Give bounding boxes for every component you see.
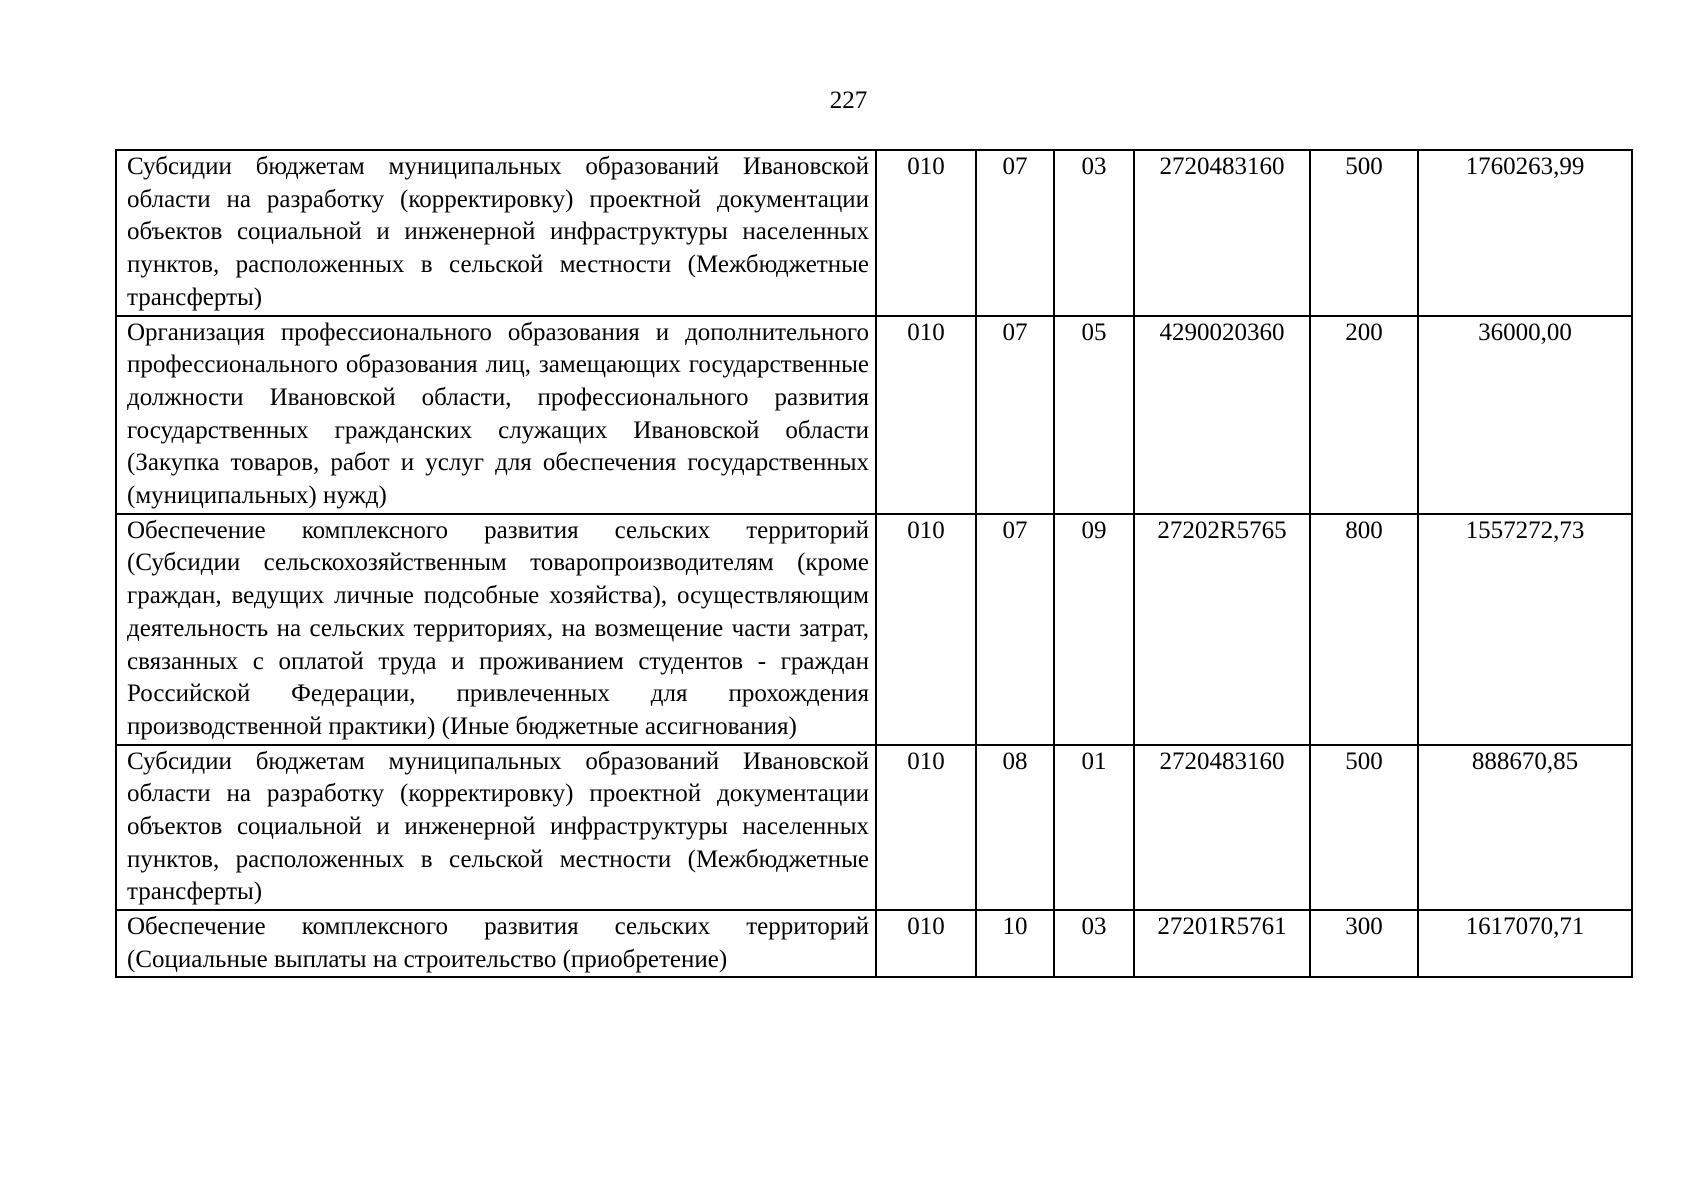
- subsection-code: 09: [1054, 514, 1134, 745]
- subsection-code: 01: [1054, 745, 1134, 911]
- row-description-cell: [116, 150, 876, 316]
- ministry-code: 010: [876, 150, 976, 316]
- table-row: [116, 514, 1632, 745]
- amount-value: 1617070,71: [1418, 910, 1632, 977]
- row-description: Обеспечение комплексного развития сельских территорий (Субсидии сельскохозяйственным товаропроизводителям (кроме граждан, ведущих личные подсобные хозяйства), осуществляющим деятельность на сельских территориях, на возмещение части затрат, связанных с оплатой труда и проживанием студентов - граждан Российской Федерации, привлеченных для прохождения производственной практики) (Иные бюджетные ассигнования): [127, 516, 869, 740]
- expense-type-code: 500: [1310, 745, 1418, 911]
- row-description-cell: [116, 745, 876, 911]
- amount-value: 888670,85: [1418, 745, 1632, 911]
- section-code: 07: [976, 514, 1054, 745]
- target-article-code: 2720483160: [1134, 745, 1310, 911]
- target-article-code: 4290020360: [1134, 316, 1310, 514]
- row-description-cell: [116, 514, 876, 745]
- target-article-code: 27202R5765: [1134, 514, 1310, 745]
- section-code: 07: [976, 316, 1054, 514]
- amount-value: 1557272,73: [1418, 514, 1632, 745]
- row-description-cell: [116, 910, 876, 977]
- subsection-code: 03: [1054, 910, 1134, 977]
- ministry-code: 010: [876, 745, 976, 911]
- row-description: Обеспечение комплексного развития сельских территорий (Социальные выплаты на строительство (приобретение): [127, 913, 869, 973]
- table-row: [116, 150, 1632, 316]
- ministry-code: 010: [876, 316, 976, 514]
- amount-value: 36000,00: [1418, 316, 1632, 514]
- table-row: [116, 745, 1632, 911]
- section-code: 07: [976, 150, 1054, 316]
- expense-type-code: 300: [1310, 910, 1418, 977]
- row-description: Субсидии бюджетам муниципальных образований Ивановской области на разработку (корректировку) проектной документации объектов социальной и инженерной инфраструктуры населенных пунктов, расположенных в сельской местности (Межбюджетные трансферты): [127, 747, 869, 906]
- page-number: 227: [829, 87, 868, 114]
- ministry-code: 010: [876, 910, 976, 977]
- expense-type-code: 500: [1310, 150, 1418, 316]
- subsection-code: 03: [1054, 150, 1134, 316]
- budget-table: [115, 149, 1633, 978]
- row-description: Субсидии бюджетам муниципальных образований Ивановской области на разработку (корректировку) проектной документации объектов социальной и инженерной инфраструктуры населенных пунктов, расположенных в сельской местности (Межбюджетные трансферты): [127, 153, 869, 311]
- table-row: [116, 316, 1632, 514]
- target-article-code: 2720483160: [1134, 150, 1310, 316]
- row-description: Организация профессионального образования и дополнительного профессионального образования лиц, замещающих государственные должности Ивановской области, профессионального развития государственных гражданских служащих Ивановской области (Закупка товаров, работ и услуг для обеспечения государственных (муниципальных) нужд): [127, 318, 869, 510]
- target-article-code: 27201R5761: [1134, 910, 1310, 977]
- subsection-code: 05: [1054, 316, 1134, 514]
- row-description-cell: [116, 316, 876, 514]
- section-code: 10: [976, 910, 1054, 977]
- expense-type-code: 200: [1310, 316, 1418, 514]
- expense-type-code: 800: [1310, 514, 1418, 745]
- ministry-code: 010: [876, 514, 976, 745]
- table-row: [116, 910, 1632, 977]
- section-code: 08: [976, 745, 1054, 911]
- amount-value: 1760263,99: [1418, 150, 1632, 316]
